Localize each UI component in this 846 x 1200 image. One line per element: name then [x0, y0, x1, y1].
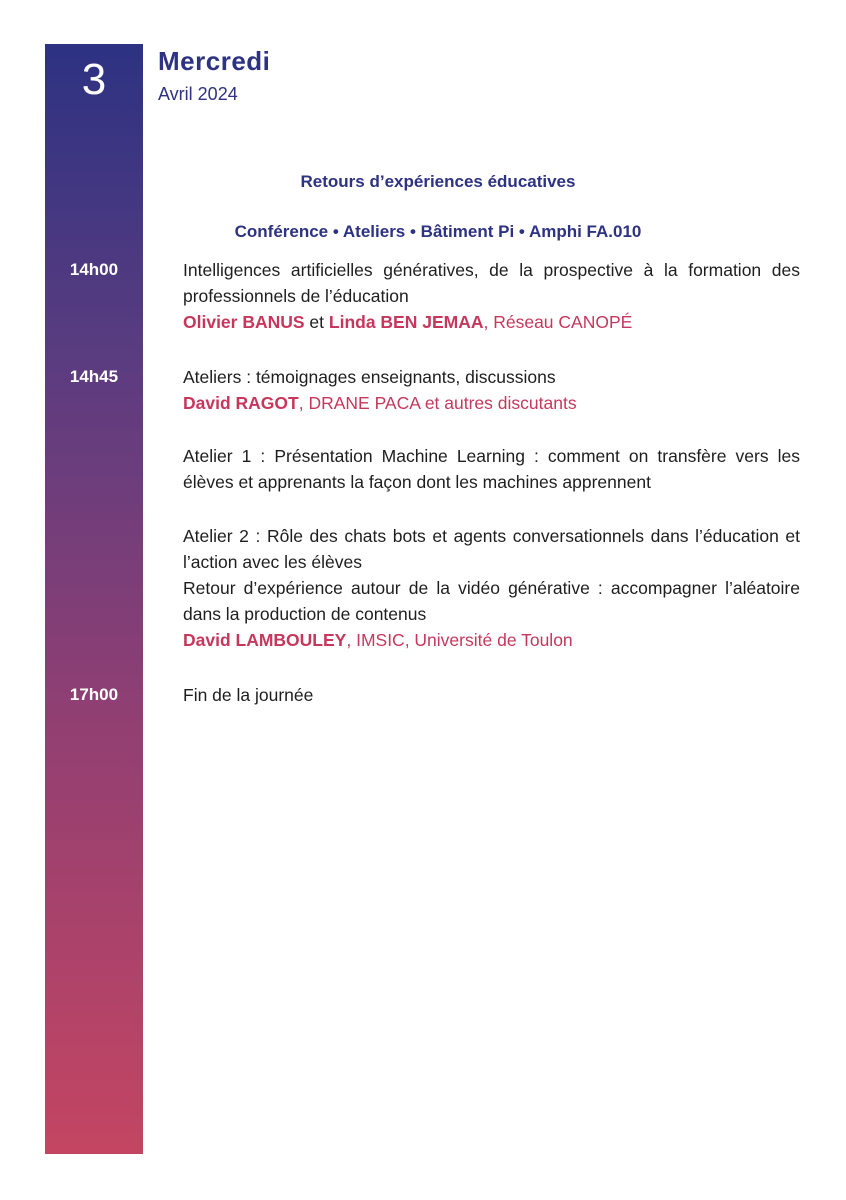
month-year: Avril 2024	[158, 84, 238, 104]
session-1400	[183, 257, 800, 335]
session-title: Ateliers : témoignages enseignants, discussions	[183, 367, 556, 387]
atelier-1	[183, 443, 800, 495]
session-title: Intelligences artificielles génératives, de la prospective à la formation des professionnels de l’éducation	[183, 260, 800, 306]
speaker-name: Olivier BANUS	[183, 312, 305, 332]
speaker-name: Linda BEN JEMAA	[328, 312, 484, 332]
session-title: Fin de la journée	[183, 685, 314, 705]
atelier-2-text: Atelier 2 : Rôle des chats bots et agents conversationnels dans l’éducation et l’action avec les élèves	[183, 526, 800, 572]
date-gradient-band	[45, 44, 143, 1154]
speaker-affiliation: , DRANE PACA et autres discutants	[298, 393, 577, 413]
atelier-2-feedback: Retour d’expérience autour de la vidéo générative : accompagner l’aléatoire dans la production de contenus	[183, 578, 800, 624]
speaker-affiliation: , IMSIC, Université de Toulon	[346, 630, 573, 650]
session-1700	[183, 682, 800, 708]
day-name: Mercredi	[158, 46, 271, 76]
speaker-line	[183, 309, 800, 335]
speaker-name: David LAMBOULEY	[183, 630, 347, 650]
venue-line: Conférence • Ateliers • Bâtiment Pi • Amphi FA.010	[234, 222, 642, 241]
day-number: 3	[81, 55, 107, 104]
speaker-line	[183, 390, 800, 416]
speaker-name: David RAGOT	[183, 393, 299, 413]
speaker-connector: et	[304, 312, 329, 332]
speaker-affiliation: , Réseau CANOPÉ	[483, 312, 633, 332]
speaker-line	[183, 627, 800, 653]
time-slot-1400: 14h00	[69, 260, 119, 279]
session-1445	[183, 364, 800, 416]
atelier-2	[183, 523, 800, 653]
time-slot-1700: 17h00	[69, 685, 119, 704]
time-slot-1445: 14h45	[69, 367, 119, 386]
atelier-1-text: Atelier 1 : Présentation Machine Learning : comment on transfère vers les élèves et apprenants la façon dont les machines apprennent	[183, 446, 800, 492]
page-title: Retours d’expériences éducatives	[300, 172, 576, 191]
